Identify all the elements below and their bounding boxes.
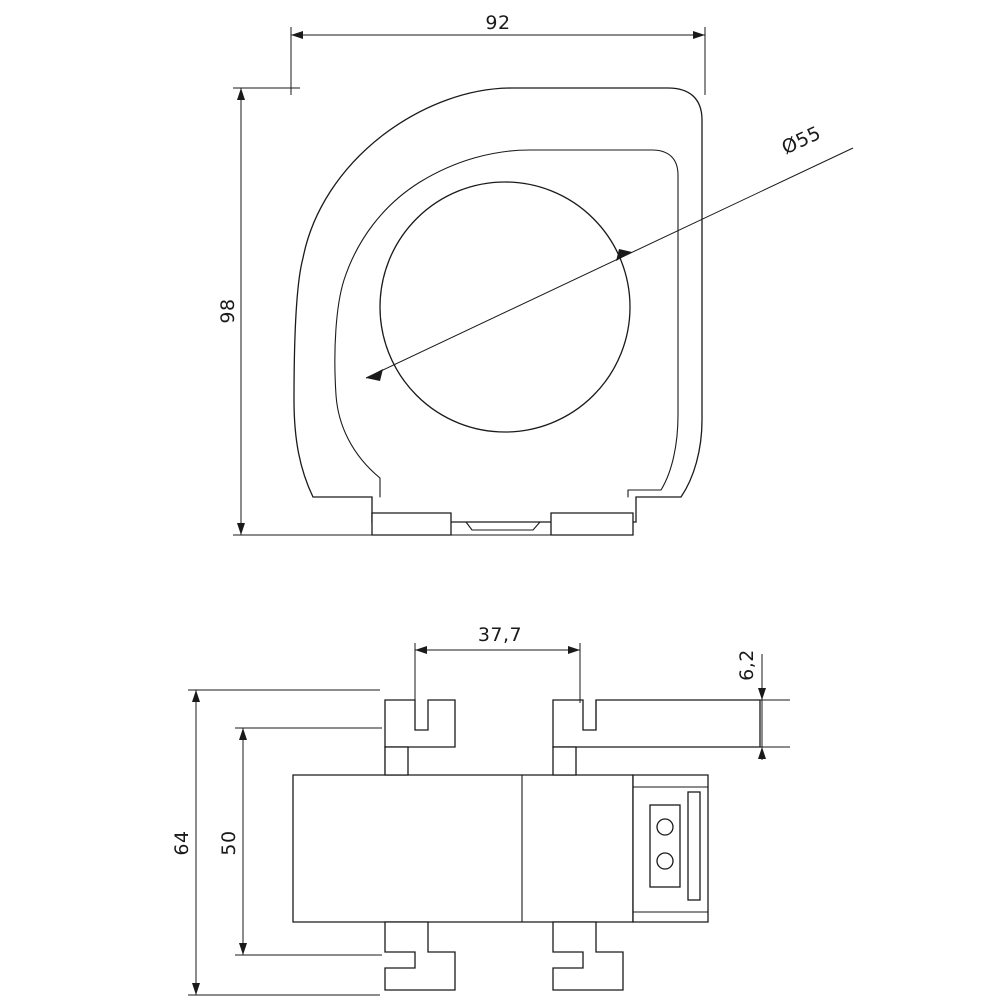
side-view bbox=[171, 624, 790, 995]
dim-width-37-7 bbox=[415, 624, 580, 703]
dim-label-64: 64 bbox=[171, 830, 193, 856]
dim-label-92: 92 bbox=[485, 12, 511, 34]
front-right-foot bbox=[551, 513, 633, 535]
dim-label-98: 98 bbox=[217, 298, 239, 324]
side-screw-lower bbox=[657, 853, 673, 869]
side-upper-right-clip bbox=[553, 700, 760, 747]
front-aperture-circle bbox=[380, 182, 630, 432]
dim-label-diameter-55: Ø55 bbox=[778, 122, 825, 160]
side-upper-right-clip-stem bbox=[553, 747, 576, 775]
side-screw-upper bbox=[657, 819, 673, 835]
side-lower-left-clip bbox=[385, 922, 455, 990]
front-left-foot bbox=[372, 513, 451, 535]
dim-label-50: 50 bbox=[218, 830, 240, 856]
dim-label-6-2: 6,2 bbox=[736, 649, 758, 681]
front-view bbox=[217, 12, 853, 535]
side-lower-right-clip bbox=[553, 922, 623, 990]
side-upper-left-clip bbox=[385, 700, 455, 747]
side-body-main bbox=[293, 775, 633, 922]
side-screw-block bbox=[650, 805, 680, 887]
side-upper-left-clip-stem bbox=[385, 747, 408, 775]
dim-label-37-7: 37,7 bbox=[477, 624, 523, 646]
dim-width-92 bbox=[291, 12, 705, 95]
side-label-strip bbox=[688, 792, 700, 900]
front-foot-bridge bbox=[451, 522, 551, 530]
